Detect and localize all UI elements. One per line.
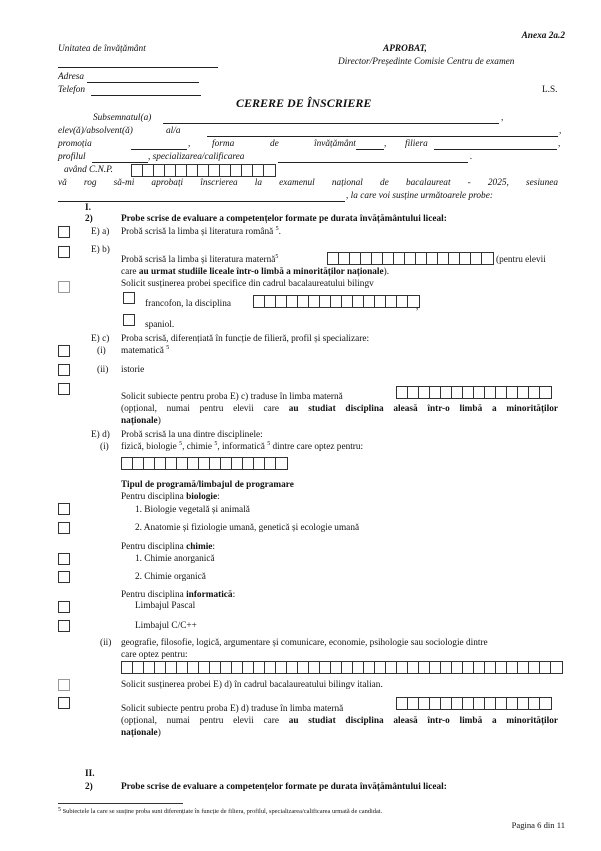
chim-label: Pentru disciplina chimie: [121, 542, 216, 552]
footnote-divider [58, 803, 183, 804]
filiera-field[interactable] [434, 149, 557, 150]
bio-option-1: 1. Biologie vegetală și animală [135, 505, 250, 515]
profilul-label: profilul [58, 152, 86, 162]
ed-ii-label: (ii) [100, 638, 112, 648]
ec-text: Proba scrisă, diferențiată în funcție de filieră, profil și specializare: [121, 334, 370, 344]
checkbox-ea[interactable] [58, 226, 70, 238]
ed-i-label: (i) [100, 442, 109, 452]
ec-translate-grid[interactable] [396, 386, 552, 399]
phone-field[interactable] [91, 95, 201, 96]
eb-label: E) b) [91, 245, 110, 255]
ec-i-text: matematică $^5$ [121, 345, 170, 356]
francofon-text: francofon, la disciplina [145, 299, 231, 309]
bio-option-2: 2. Anatomie și fiziologie umană, genetică și ecologie umană [135, 523, 360, 533]
bio-label: Pentru disciplina biologie: [121, 492, 220, 502]
phone-label: Telefon [58, 85, 86, 95]
footnote: $^5$ Subiectele la care se susține proba sunt diferențiate în funcție de filiera, profilul, specializarea/calificarea urmată de candidat. [58, 807, 383, 815]
checkbox-ec-translate[interactable] [58, 383, 70, 395]
checkbox-cpp[interactable] [58, 620, 70, 632]
checkbox-bio-1[interactable] [58, 503, 70, 515]
chim-option-2: 2. Chimie organică [135, 572, 206, 582]
ea-label: E) a) [91, 227, 110, 237]
eb-text-2: care au urmat studiile liceale într-o limbă a minorităților naționale). [121, 267, 390, 277]
checkbox-bio-2[interactable] [58, 522, 70, 534]
ed-label: E) d) [91, 430, 110, 440]
school-field[interactable] [207, 136, 558, 137]
ed-discipline-grid[interactable] [121, 457, 288, 470]
filiera-label: filiera [405, 139, 428, 149]
ed-bilingv-text: Solicit susținerea probei E) d) în cadrul bacalaureatului bilingv italian. [121, 680, 383, 690]
ec-optional-note: (opțional, numai pentru elevii care au studiat disciplina aleasă într-o limbă a minorităților [121, 404, 558, 414]
checkbox-ed-translate[interactable] [58, 697, 70, 709]
promotia-label: promoția [58, 139, 92, 149]
checkbox-pascal[interactable] [58, 601, 70, 613]
checkbox-chim-1[interactable] [58, 553, 70, 565]
al-label: al/a [166, 126, 181, 136]
checkbox-ed-bilingv[interactable] [58, 679, 70, 691]
invatamant-label: învățământ [314, 139, 356, 149]
school-unit-field[interactable] [58, 67, 218, 68]
ec-ii-text: istorie [121, 365, 145, 375]
name-field[interactable] [163, 123, 499, 124]
ed-ii-discipline-grid[interactable] [121, 661, 563, 674]
address-field[interactable] [87, 82, 199, 83]
info-option-cpp: Limbajul C/C++ [135, 621, 197, 631]
specializare-field[interactable] [278, 162, 468, 163]
info-option-pascal: Limbajul Pascal [135, 601, 196, 611]
session-field[interactable] [58, 201, 345, 202]
section-1-heading: Probe scrise de evaluare a competențelor formate pe durata învățământului liceal: [121, 214, 447, 224]
ed-ii-text-1: geografie, filosofie, logică, argumentare și comunicare, economie, psihologie sau sociologie dintre [121, 638, 488, 648]
section-2-roman: II. [85, 769, 95, 779]
specializarea-label: , specializarea/calificarea [148, 152, 245, 162]
ec-ii-label: (ii) [97, 365, 109, 375]
chim-option-1: 1. Chimie anorganică [135, 554, 215, 564]
checkbox-spaniol[interactable] [123, 314, 135, 326]
ed-ii-text-2: care optez pentru: [121, 650, 188, 660]
forma-label: forma [212, 139, 235, 149]
ec-optional-note-end: naționale) [121, 416, 161, 426]
request-line-1: vă rog să-mi aprobați înscrierea la examenul național de bacalaureat - 2025, sesiunea [58, 178, 558, 188]
page-title: CERERE DE ÎNSCRIERE [236, 96, 372, 110]
cnp-grid[interactable] [131, 164, 276, 177]
eb-text: Probă scrisă la limba și literatura maternă$^5$ [121, 254, 279, 265]
info-label: Pentru disciplina informatică: [121, 590, 236, 600]
tip-heading: Tipul de programă/limbajul de programare [121, 480, 294, 490]
forma-field[interactable] [356, 149, 384, 150]
ec-translate-text: Solicit subiecte pentru proba E) c) traduse în limba maternă [121, 392, 343, 402]
school-unit-label: Unitatea de învățământ [58, 44, 146, 54]
request-line-2: , la care voi susține următoarele probe: [346, 191, 493, 201]
cnp-label: având C.N.P. [64, 165, 113, 175]
page-number: Pagina 6 din 11 [511, 820, 565, 830]
ed-text: Probă scrisă la una dintre disciplinele: [121, 430, 263, 440]
approved-label: APROBAT, [383, 44, 427, 54]
checkbox-francofon[interactable] [123, 292, 135, 304]
maternal-language-grid[interactable] [327, 252, 494, 265]
annex-label: Anexa 2a.2 [521, 31, 565, 41]
checkbox-ec-history[interactable] [58, 364, 70, 376]
ed-translate-text: Solicit subiecte pentru proba E) d) traduse în limba maternă [121, 704, 344, 714]
checkbox-bilingv[interactable] [58, 281, 70, 293]
section-2-heading: Probe scrise de evaluare a competențelor formate pe durata învățământului liceal: [121, 782, 447, 792]
address-label: Adresa [58, 72, 84, 82]
section-1-roman: I. [85, 203, 91, 213]
elev-label: elev(ă)/absolvent(ă) [58, 126, 133, 136]
section-1-num: 2) [85, 214, 93, 224]
director-label: Director/Președinte Comisie Centru de examen [338, 57, 515, 67]
ec-label: E) c) [91, 334, 110, 344]
ed-translate-grid[interactable] [396, 697, 552, 710]
checkbox-eb[interactable] [58, 246, 70, 258]
ls-label: L.S. [542, 85, 558, 95]
profil-field[interactable] [92, 162, 148, 163]
de-label: de [270, 139, 279, 149]
subsemnatul-label: Subsemnatul(a) [93, 113, 152, 123]
promotia-field[interactable] [131, 149, 187, 150]
ed-i-text: fizică, biologie $^5$, chimie $^5$, informatică $^5$ dintre care optez pentru: [121, 441, 364, 452]
checkbox-chim-2[interactable] [58, 571, 70, 583]
francofon-discipline-grid[interactable] [253, 295, 420, 308]
checkbox-ec-math[interactable] [58, 345, 70, 357]
ea-text: Probă scrisă la limba și literatura română $^5$. [121, 226, 281, 237]
ed-optional-note-end: naționale) [121, 728, 161, 738]
eb-text-end: (pentru elevii [496, 255, 546, 265]
section-2-num: 2) [85, 782, 93, 792]
ed-optional-note: (opțional, numai pentru elevii care au studiat disciplina aleasă într-o limbă a minorităților [121, 716, 558, 726]
bilingv-text: Solicit susținerea probei specifice din cadrul bacalaureatului bilingv [121, 279, 374, 289]
ec-i-label: (i) [97, 346, 106, 356]
spaniol-text: spaniol. [145, 320, 175, 330]
